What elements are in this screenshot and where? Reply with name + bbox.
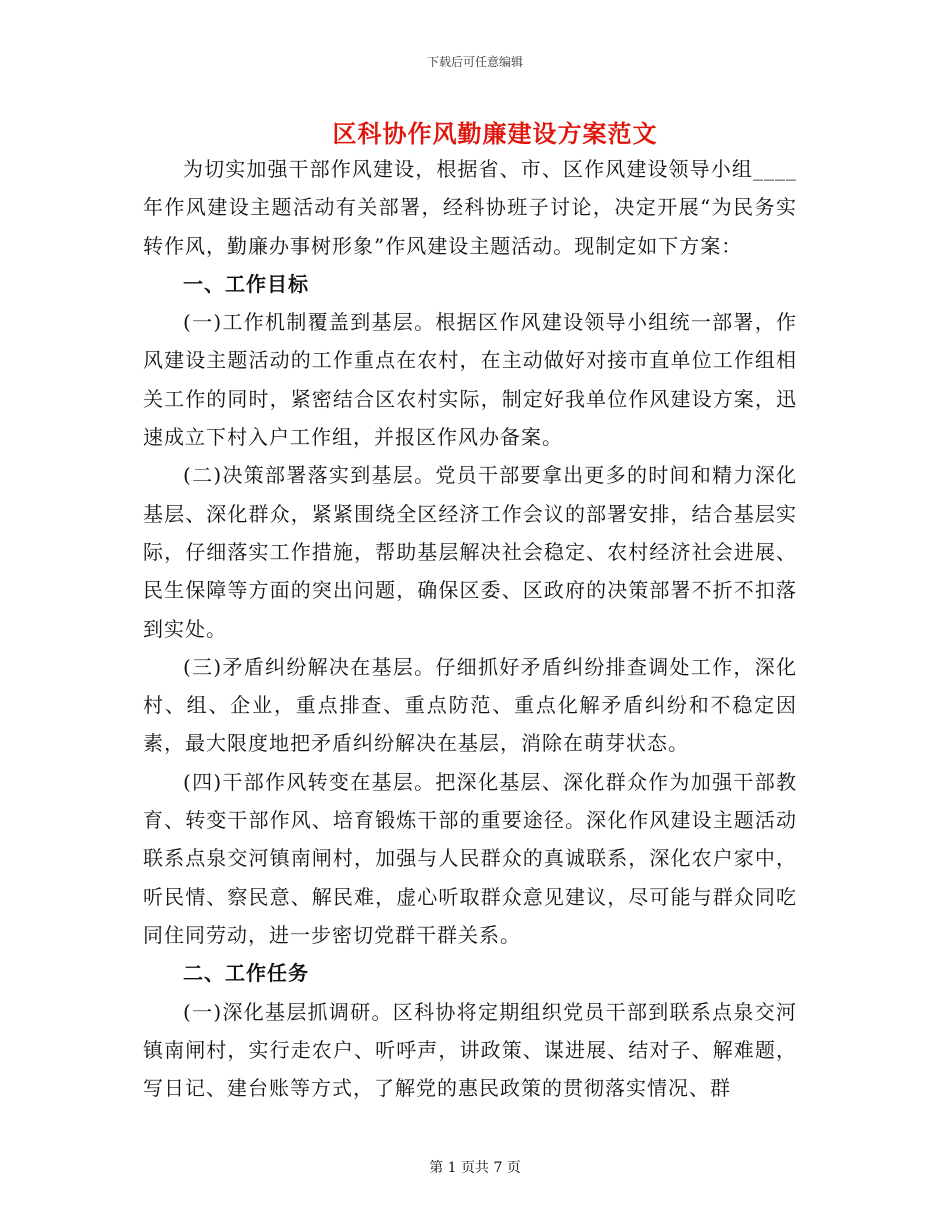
page-header-note: 下载后可任意编辑 [426,55,523,69]
intro-paragraph: 为切实加强干部作风建设，根据省、市、区作风建设领导小组____年作风建设主题活动有关部署，经科协班子讨论，决定开展“为民务实转作风，勤廉办事树形象”作风建设主题活动。现制定如下方案： [143,157,797,258]
paragraph-goal-3: (三)矛盾纠纷解决在基层。仔细抓好矛盾纠纷排查调处工作，深化村、组、企业，重点排查、重点防范、重点化解矛盾纠纷和不稳定因素，最大限度地把矛盾纠纷解决在基层，消除在萌芽状态。 [143,654,797,756]
paragraph-goal-4: (四)干部作风转变在基层。把深化基层、深化群众作为加强干部教育、转变干部作风、培育锻炼干部的重要途径。深化作风建设主题活动联系点泉交河镇南闸村，加强与人民群众的真诚联系，深化农户家中，听民情、察民意、解民难，虚心听取群众意见建议，尽可能与群众同吃同住同劳动，进一步密切党群干群关系。 [143,769,797,947]
paragraph-task-1: (一)深化基层抓调研。区科协将定期组织党员干部到联系点泉交河镇南闸村，实行走农户、听呼声，讲政策、谋进展、结对子、解难题，写日记、建台账等方式，了解党的惠民政策的贯彻落实情况、群 [143,999,797,1101]
section-heading-tasks: 二、工作任务 [183,961,309,986]
page-footer-number: 第 1 页共 7 页 [429,1160,521,1176]
paragraph-goal-1: (一)工作机制覆盖到基层。根据区作风建设领导小组统一部署，作风建设主题活动的工作重点在农村，在主动做好对接市直单位工作组相关工作的同时，紧密结合区农村实际，制定好我单位作风建设方案，迅速成立下村入户工作组，并报区作风办备案。 [143,310,797,450]
section-heading-goals: 一、工作目标 [183,271,309,296]
document-title: 区科协作风勤廉建设方案范文 [332,120,658,148]
document-body [143,150,797,1107]
paragraph-goal-2: (二)决策部署落实到基层。党员干部要拿出更多的时间和精力深化基层、深化群众，紧紧围绕全区经济工作会议的部署安排，结合基层实际，仔细落实工作措施，帮助基层解决社会稳定、农村经济社会进展、民生保障等方面的突出问题，确保区委、区政府的决策部署不折不扣落到实处。 [143,463,797,641]
